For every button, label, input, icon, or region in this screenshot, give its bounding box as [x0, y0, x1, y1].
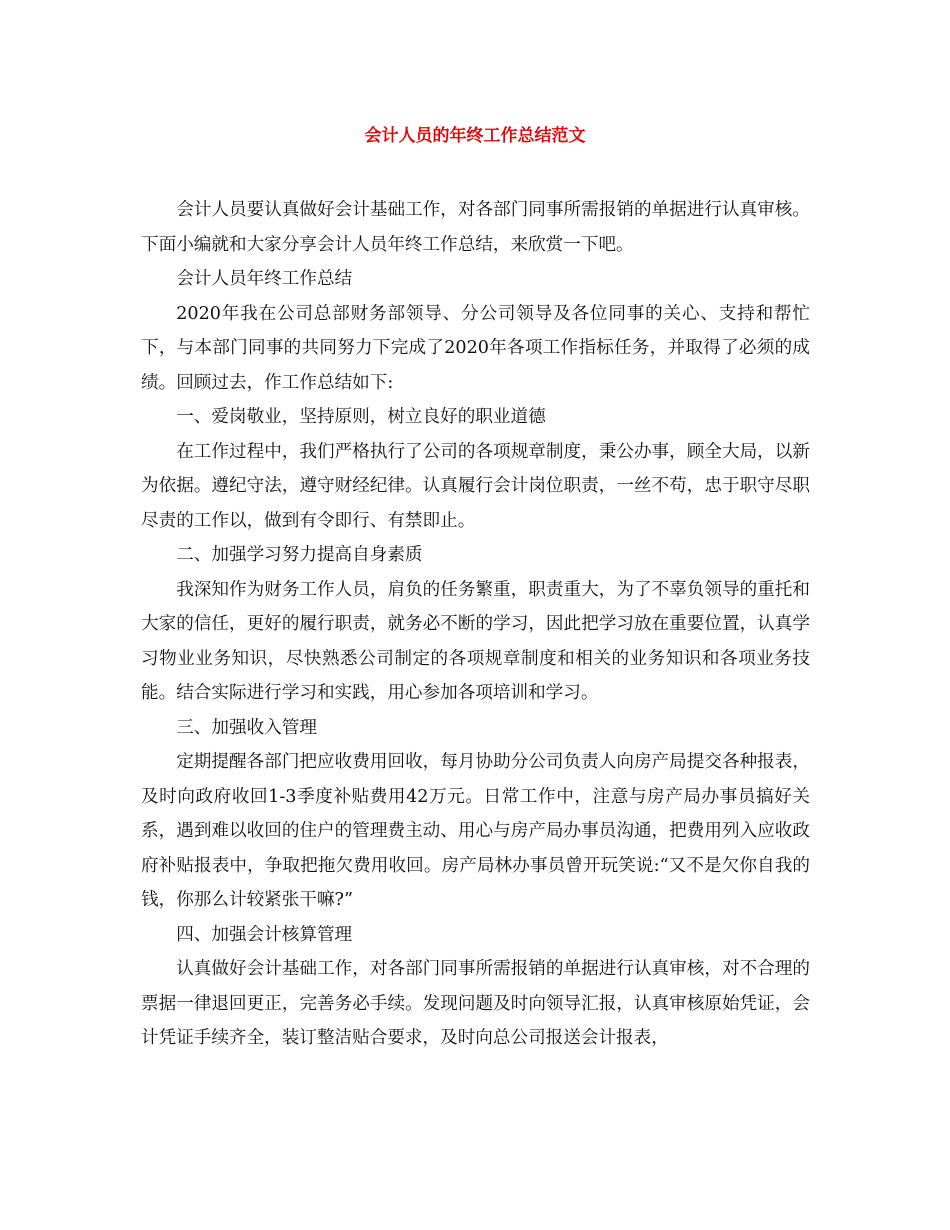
section-heading-2: 二、加强学习努力提高自身素质: [176, 545, 423, 565]
section-paragraph-4: 认真做好会计基础工作，对各部门同事所需报销的单据进行认真审核，对不合理的票据一律退回更正，完善务必手续。发现问题及时向领导汇报，认真审核原始凭证，会计凭证手续齐全，装订整洁贴合要求，及时向总公司报送会计报表，: [141, 959, 810, 1048]
section-heading-4: 四、加强会计核算管理: [176, 924, 353, 945]
section-heading-3: 三、加强收入管理: [176, 717, 317, 738]
section-paragraph-2: 我深知作为财务工作人员，肩负的任务繁重，职责重大，为了不辜负领导的重托和大家的信任，更好的履行职责，就务必不断的学习，因此把学习放在重要位置，认真学习物业业务知识，尽快熟悉公司制定的各项规章制度和相关的业务知识和各项业务技能。结合实际进行学习和实践，用心参加各项培训和学习。: [141, 579, 810, 703]
document-title: 会计人员的年终工作总结范文: [364, 126, 586, 146]
section-paragraph-3: 定期提醒各部门把应收费用回收，每月协助分公司负责人向房产局提交各种报表，及时向政府收回1-3季度补贴费用42万元。日常工作中，注意与房产局办事员搞好关系，遇到难以收回的住户的管理费主动、用心与房产局办事员沟通，把费用列入应收政府补贴报表中，争取把拖欠费用收回。房产局林办事员曾开玩笑说:“又不是欠你自我的钱，你那么计较紧张干嘛?”: [141, 752, 810, 910]
section-paragraph-1: 在工作过程中，我们严格执行了公司的各项规章制度，秉公办事，顾全大局，以新为依据。遵纪守法，遵守财经纪律。认真履行会计岗位职责，一丝不苟，忠于职守尽职尽责的工作以，做到有令即行、有禁即止。: [141, 441, 810, 531]
summary-heading: 会计人员年终工作总结: [176, 269, 353, 289]
document-body: [141, 193, 810, 1056]
intro-paragraph: 会计人员要认真做好会计基础工作，对各部门同事所需报销的单据进行认真审核。下面小编就和大家分享会计人员年终工作总结，来欣赏一下吧。: [141, 200, 810, 255]
section-heading-1: 一、爱岗敬业，坚持原则，树立良好的职业道德: [176, 407, 546, 427]
overview-paragraph: 2020年我在公司总部财务部领导、分公司领导及各位同事的关心、支持和帮忙下，与本部门同事的共同努力下完成了2020年各项工作指标任务，并取得了必须的成绩。回顾过去，作工作总结如下:: [141, 303, 810, 393]
